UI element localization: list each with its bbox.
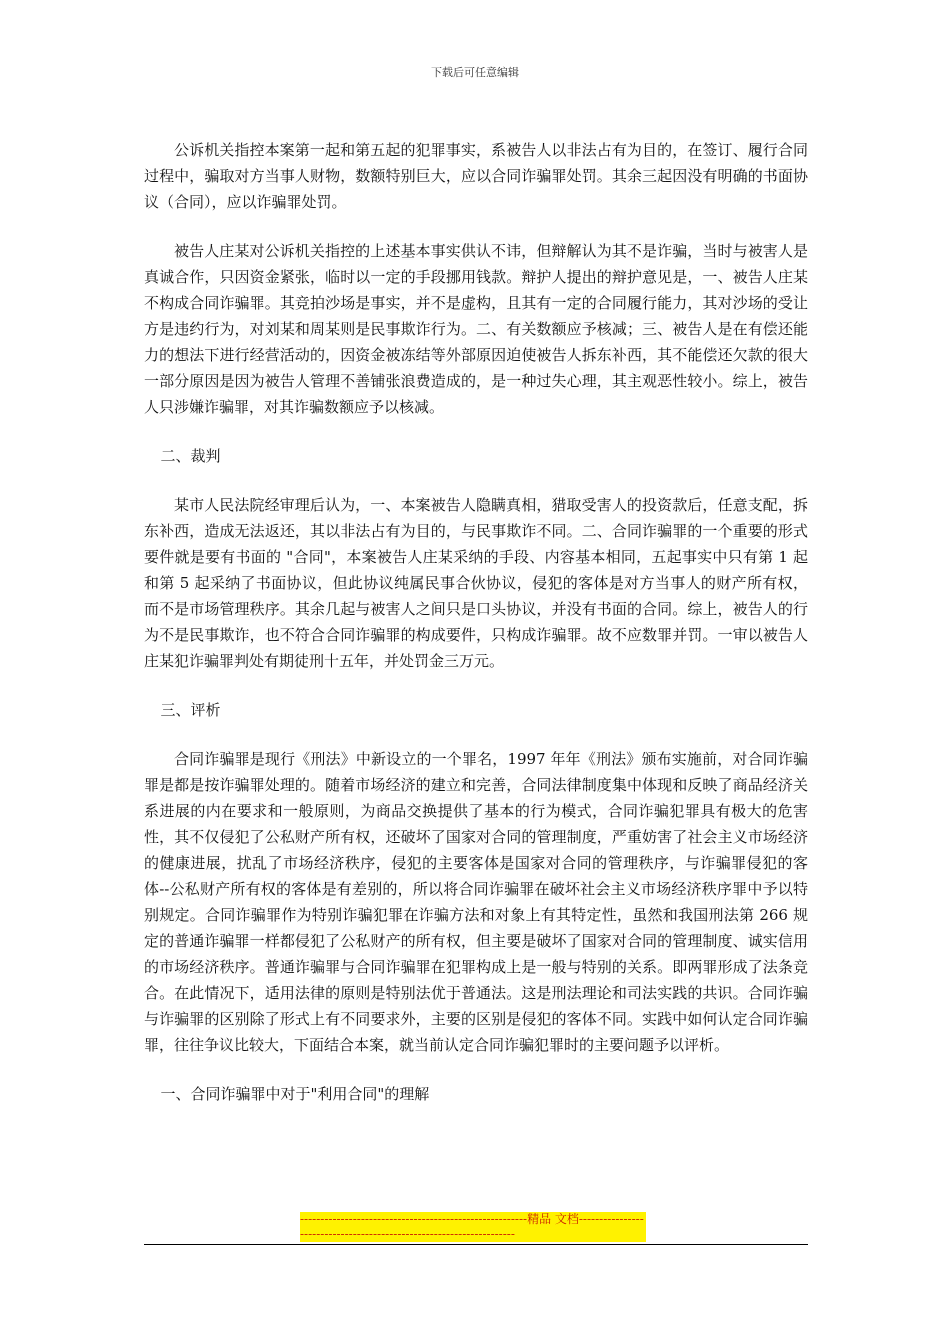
- footer-divider: [144, 1244, 808, 1245]
- page-header: 下载后可任意编辑: [431, 66, 519, 79]
- paragraph-defense-argument: 被告人庄某对公诉机关指控的上述基本事实供认不讳，但辩解认为其不是诈骗，当时与被害人是真诚合作，只因资金紧张，临时以一定的手段挪用钱款。辩护人提出的辩护意见是，一、被告人庄某不构成合同诈骗罪。其竞拍沙场是事实，并不是虚构，且其有一定的合同履行能力，其对沙场的受让方是违约行为，对刘某和周某则是民事欺诈行为。二、有关数额应予核减；三、被告人是在有偿还能力的想法下进行经营活动的，因资金被冻结等外部原因迫使被告人拆东补西，其不能偿还欠款的很大一部分原因是因为被告人管理不善铺张浪费造成的，是一种过失心理，其主观恶性较小。综上，被告人只涉嫌诈骗罪，对其诈骗数额应予以核减。: [144, 242, 808, 416]
- footer-watermark: --------------------------------------------------------精品 文档---------------------------------------------------------------------: [300, 1212, 646, 1242]
- section-heading-analysis: 三、评析: [160, 701, 221, 719]
- subsection-heading-contract-use: 一、合同诈骗罪中对于"利用合同"的理解: [160, 1085, 430, 1103]
- paragraph-court-ruling: 某市人民法院经审理后认为，一、本案被告人隐瞒真相，猎取受害人的投资款后，任意支配，拆东补西，造成无法返还，其以非法占有为目的，与民事欺诈不同。二、合同诈骗罪的一个重要的形式要件就是要有书面的 "合同"，本案被告人庄某采纳的手段、内容基本相同，五起事实中只有第 1 起和第 5 起采纳了书面协议，但此协议纯属民事合伙协议，侵犯的客体是对方当事人的财产所有权，而不是市场管理秩序。其余几起与被害人之间只是口头协议，并没有书面的合同。综上，被告人的行为不是民事欺诈，也不符合合同诈骗罪的构成要件，只构成诈骗罪。故不应数罪并罚。一审以被告人庄某犯诈骗罪判处有期徒刑十五年，并处罚金三万元。: [144, 496, 808, 670]
- section-heading-judgment: 二、裁判: [160, 447, 221, 465]
- document-body: [144, 137, 808, 1130]
- paragraph-analysis: 合同诈骗罪是现行《刑法》中新设立的一个罪名，1997 年年《刑法》颁布实施前，对合同诈骗罪是都是按诈骗罪处理的。随着市场经济的建立和完善，合同法律制度集中体现和反映了商品经济关系进展的内在要求和一般原则，为商品交换提供了基本的行为模式，合同诈骗犯罪具有极大的危害性，其不仅侵犯了公私财产所有权，还破坏了国家对合同的管理制度，严重妨害了社会主义市场经济的健康进展，扰乱了市场经济秩序，侵犯的主要客体是国家对合同的管理秩序，与诈骗罪侵犯的客体--公私财产所有权的客体是有差别的，所以将合同诈骗罪在破坏社会主义市场经济秩序罪中予以特别规定。合同诈骗罪作为特别诈骗犯罪在诈骗方法和对象上有其特定性，虽然和我国刑法第 266 规定的普通诈骗罪一样都侵犯了公私财产的所有权，但主要是破坏了国家对合同的管理制度、诚实信用的市场经济秩序。普通诈骗罪与合同诈骗罪在犯罪构成上是一般与特别的关系。即两罪形成了法条竞合。在此情况下，适用法律的原则是特别法优于普通法。这是刑法理论和司法实践的共识。合同诈骗与诈骗罪的区别除了形式上有不同要求外，主要的区别是侵犯的客体不同。实践中如何认定合同诈骗罪，往往争议比较大，下面结合本案，就当前认定合同诈骗犯罪时的主要问题予以评析。: [144, 750, 808, 1054]
- paragraph-prosecution-charge: 公诉机关指控本案第一起和第五起的犯罪事实，系被告人以非法占有为目的，在签订、履行合同过程中，骗取对方当事人财物，数额特别巨大，应以合同诈骗罪处罚。其余三起因没有明确的书面协议（合同），应以诈骗罪处罚。: [144, 141, 808, 211]
